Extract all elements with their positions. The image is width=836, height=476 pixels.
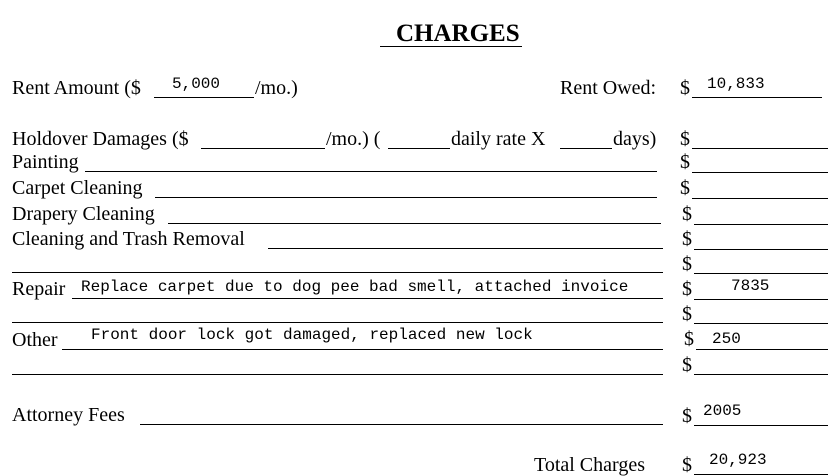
painting-currency: $	[680, 151, 690, 173]
cleaning-trash-currency: $	[682, 228, 692, 250]
cleaning-trash-label: Cleaning and Trash Removal	[12, 228, 245, 250]
blank-line-1[interactable]	[12, 272, 663, 273]
repair-field-line[interactable]	[72, 298, 663, 299]
attorney-fees-amount-line[interactable]	[694, 425, 828, 426]
blank-2-amount-line[interactable]	[694, 323, 828, 324]
blank-1-amount-line[interactable]	[694, 273, 828, 274]
drapery-cleaning-field-line[interactable]	[168, 223, 661, 224]
blank-1-currency: $	[682, 253, 692, 275]
repair-amount-line[interactable]	[694, 299, 828, 300]
carpet-cleaning-currency: $	[680, 177, 690, 199]
other-description: Front door lock got damaged, replaced new lock	[91, 326, 533, 344]
total-charges-label: Total Charges	[534, 454, 645, 476]
total-charges-amount: 20,923	[709, 451, 767, 469]
other-amount: 250	[712, 330, 741, 348]
drapery-cleaning-amount-line[interactable]	[694, 224, 828, 225]
holdover-days-field-line[interactable]	[560, 148, 612, 149]
holdover-total-field-line[interactable]	[692, 148, 828, 149]
cleaning-trash-field-line[interactable]	[268, 248, 663, 249]
repair-label: Repair	[12, 278, 66, 300]
attorney-fees-currency: $	[682, 405, 692, 427]
holdover-daily-rate-label: daily rate X	[451, 128, 546, 150]
drapery-cleaning-currency: $	[682, 203, 692, 225]
rent-amount-suffix: /mo.)	[255, 77, 298, 99]
carpet-cleaning-label: Carpet Cleaning	[12, 177, 143, 199]
repair-amount: 7835	[731, 277, 770, 295]
total-charges-currency: $	[682, 454, 692, 476]
painting-label: Painting	[12, 151, 79, 173]
holdover-amount-field-line[interactable]	[201, 148, 325, 149]
blank-3-currency: $	[682, 354, 692, 376]
blank-2-currency: $	[682, 303, 692, 325]
painting-field-line[interactable]	[85, 171, 657, 172]
holdover-daily-field-line[interactable]	[388, 148, 450, 149]
cleaning-trash-amount-line[interactable]	[694, 249, 828, 250]
rent-amount-field-line[interactable]	[154, 97, 254, 98]
blank-3-amount-line[interactable]	[694, 374, 828, 375]
rent-amount-value: 5,000	[172, 75, 221, 93]
holdover-mo-label: /mo.) (	[326, 128, 381, 150]
drapery-cleaning-label: Drapery Cleaning	[12, 203, 155, 225]
attorney-fees-label: Attorney Fees	[12, 404, 125, 426]
attorney-fees-field-line[interactable]	[140, 424, 663, 425]
other-label: Other	[12, 329, 58, 351]
holdover-currency: $	[680, 128, 690, 150]
repair-currency: $	[682, 278, 692, 300]
rent-owed-field-line[interactable]	[692, 97, 822, 98]
title-underline	[380, 46, 522, 47]
section-title: CHARGES	[396, 20, 520, 47]
carpet-cleaning-amount-line[interactable]	[692, 198, 828, 199]
other-amount-line[interactable]	[696, 349, 828, 350]
holdover-days-label: days)	[613, 128, 657, 150]
other-currency: $	[684, 328, 694, 350]
rent-owed-label: Rent Owed:	[560, 77, 657, 99]
blank-line-2[interactable]	[12, 322, 663, 323]
rent-owed-currency: $	[680, 77, 690, 99]
holdover-label: Holdover Damages ($	[12, 128, 189, 150]
carpet-cleaning-field-line[interactable]	[155, 197, 657, 198]
repair-description: Replace carpet due to dog pee bad smell, attached invoice	[81, 278, 629, 296]
rent-owed-value: 10,833	[707, 75, 765, 93]
attorney-fees-amount: 2005	[703, 402, 742, 420]
other-field-line[interactable]	[62, 349, 663, 350]
rent-amount-label: Rent Amount ($	[12, 77, 141, 99]
total-charges-amount-line[interactable]	[694, 474, 828, 475]
blank-line-3[interactable]	[12, 374, 663, 375]
painting-amount-line[interactable]	[692, 172, 828, 173]
